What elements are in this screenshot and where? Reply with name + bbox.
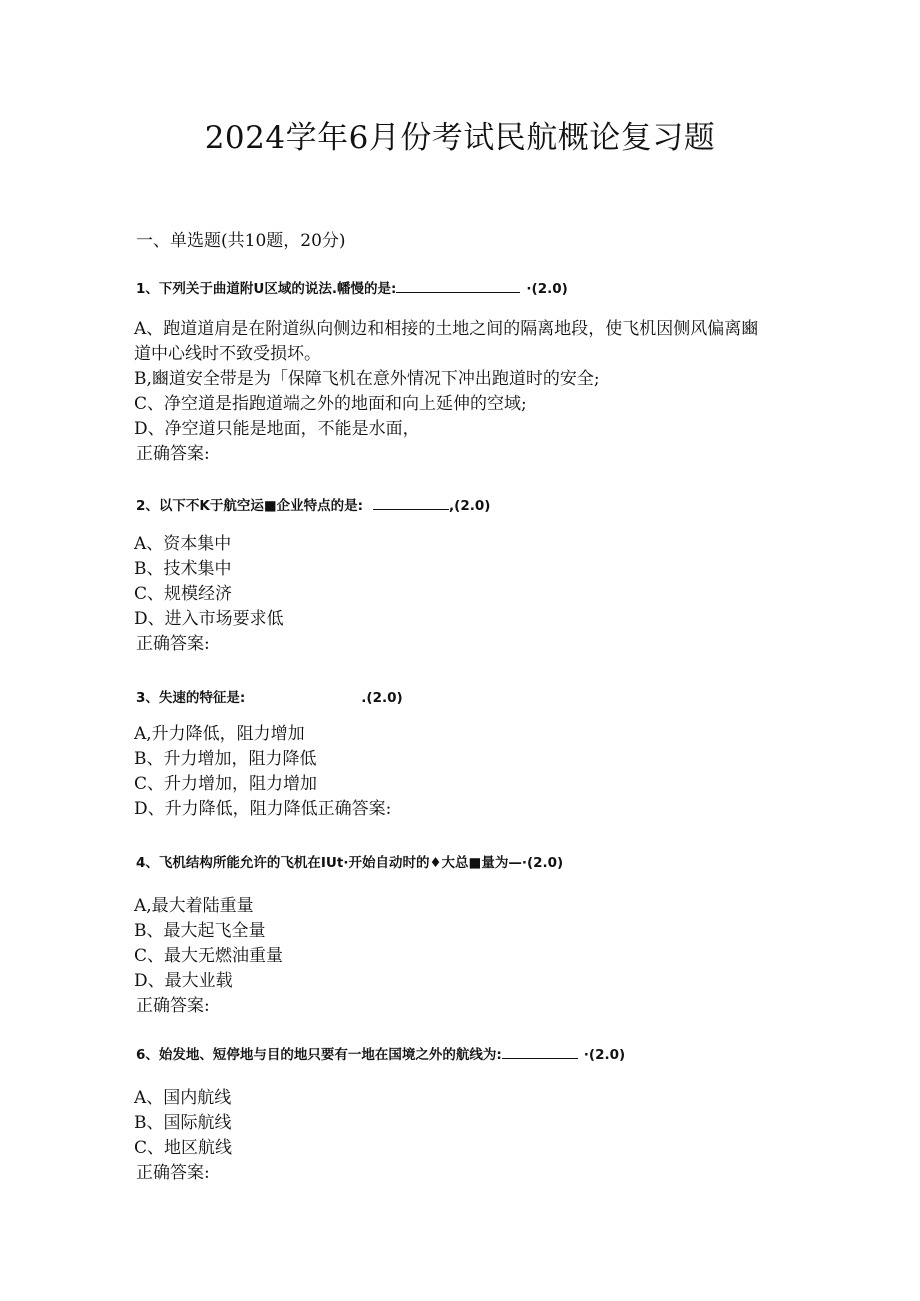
option-b: B,豳道安全带是为「保障飞机在意外情况下冲出跑道时的安全; xyxy=(134,369,600,389)
question-stem-text: 2、以下不K于航空运■企业特点的是: xyxy=(136,498,364,514)
answer-blank xyxy=(396,280,520,293)
option-c: C、升力增加，阻力增加 xyxy=(134,774,318,794)
question-stem-text: 1、下列关于曲道附U区域的说法.幡慢的是: xyxy=(136,281,397,297)
answer-label: 正确答案: xyxy=(136,634,210,654)
question-1-stem xyxy=(136,277,568,297)
option-d: D、净空道只能是地面，不能是水面， xyxy=(134,419,420,439)
document-title: 2024学年6月份考试民航概论复习题 xyxy=(204,120,716,156)
option-a: A、资本集中 xyxy=(134,534,232,554)
question-stem-text: 4、飞机结构所能允许的飞机在IUt·开始自动时的♦大总■量为—·(2.0) xyxy=(136,855,564,871)
option-a: A,升力降低，阻力增加 xyxy=(134,724,305,744)
question-score: ·(2.0) xyxy=(583,1047,626,1063)
answer-blank xyxy=(373,497,449,510)
option-b: B、国际航线 xyxy=(134,1113,232,1133)
question-6-options xyxy=(134,1086,232,1186)
option-a: A、跑道道肩是在附道纵向侧边和相接的土地之间的隔离地段，使飞机因侧风偏离豳道中心线时不致受损坏。 xyxy=(134,319,759,364)
answer-label: 正确答案: xyxy=(136,996,210,1016)
question-1-options xyxy=(134,317,774,467)
option-c: C、地区航线 xyxy=(134,1138,233,1158)
question-4-options xyxy=(134,894,283,1019)
option-b: B、升力增加，阻力降低 xyxy=(134,749,317,769)
question-4-stem xyxy=(136,851,563,871)
option-d: D、进入市场要求低 xyxy=(134,609,284,629)
question-2-stem xyxy=(136,494,490,514)
question-2-options xyxy=(134,532,284,657)
answer-label: 正确答案: xyxy=(136,444,210,464)
question-stem-text: 6、始发地、短停地与目的地只要有一地在国境之外的航线为: xyxy=(136,1047,502,1063)
option-c: C、最大无燃油重量 xyxy=(134,946,284,966)
question-3-options xyxy=(134,722,391,822)
option-c: C、规模经济 xyxy=(134,584,233,604)
answer-blank xyxy=(502,1046,578,1059)
option-c: C、净空道是指跑道端之外的地面和向上延伸的空域; xyxy=(134,394,527,414)
answer-label: 正确答案: xyxy=(136,1163,210,1183)
question-3-stem xyxy=(136,686,403,706)
option-d: D、升力降低，阻力降低正确答案: xyxy=(134,799,392,819)
question-score: ,(2.0) xyxy=(449,498,491,514)
question-score: .(2.0) xyxy=(361,690,403,706)
question-stem-text: 3、失速的特征是: xyxy=(136,690,246,706)
option-a: A,最大着陆重量 xyxy=(134,896,254,916)
option-b: B、技术集中 xyxy=(134,559,232,579)
option-d: D、最大业载 xyxy=(134,971,233,991)
option-b: B、最大起飞全量 xyxy=(134,921,266,941)
section-heading: 一、单选题(共10题，20分) xyxy=(136,231,346,251)
question-score: ·(2.0) xyxy=(526,281,568,297)
question-6-stem xyxy=(136,1043,625,1063)
option-a: A、国内航线 xyxy=(134,1088,232,1108)
